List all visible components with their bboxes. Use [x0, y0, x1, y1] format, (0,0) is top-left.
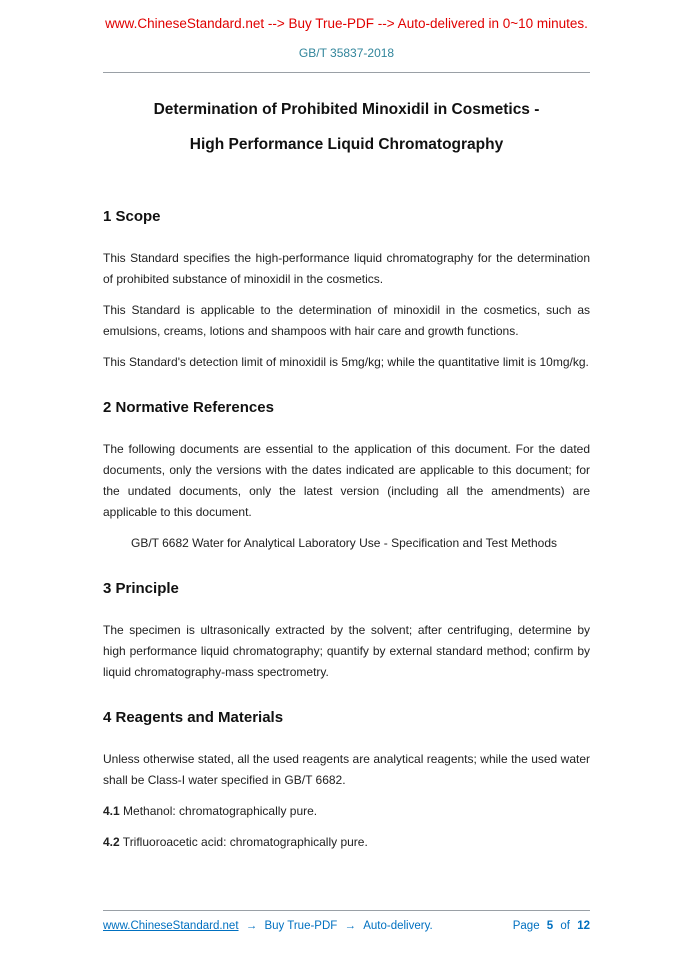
clause-4-1-text: Methanol: chromatographically pure. — [119, 804, 318, 818]
document-title-line-1: Determination of Prohibited Minoxidil in Cosmetics - — [153, 101, 540, 118]
arrow-icon: → — [344, 920, 356, 932]
section-heading-normative-references: 2 Normative References — [103, 399, 274, 416]
footer-links — [103, 920, 433, 932]
document-title-line-2: High Performance Liquid Chromatography — [189, 136, 504, 153]
standard-code: GB/T 35837-2018 — [298, 46, 395, 60]
normative-reference-entry: GB/T 6682 Water for Analytical Laboratory Use - Specification and Test Methods — [131, 536, 557, 550]
clause-4-2-number: 4.2 — [103, 835, 120, 849]
document-body — [103, 72, 590, 853]
reagents-paragraph-1: Unless otherwise stated, all the used reagents are analytical reagents; while the used water shall be Class-I water specified in GB/T 6682. — [103, 752, 590, 787]
normative-paragraph-1: The following documents are essential to the application of this document. For the dated documents, only the versions with the dates indicated are applicable to this document; for the undated documents, only the latest version (including all the amendments) are applicable to this document. — [103, 442, 590, 519]
clause-4-2-text: Trifluoroacetic acid: chromatographically pure. — [119, 835, 368, 849]
section-heading-scope: 1 Scope — [103, 208, 161, 225]
section-heading-reagents: 4 Reagents and Materials — [103, 709, 284, 726]
footer-site-link[interactable]: www.ChineseStandard.net — [103, 920, 239, 932]
page-label: Page — [512, 920, 540, 932]
header-divider — [103, 72, 590, 73]
clause-4-2 — [103, 832, 590, 853]
footer-buy-text: Buy True-PDF — [264, 920, 338, 932]
of-label: of — [560, 920, 570, 932]
page-indicator — [509, 920, 590, 932]
scope-paragraph-2: This Standard is applicable to the determination of minoxidil in the cosmetics, such as emulsions, creams, lotions and shampoos with hair care and growth functions. — [103, 303, 590, 338]
page-current-number: 5 — [546, 920, 554, 932]
footer-delivery-text: Auto-delivery. — [363, 920, 433, 932]
clause-4-1-number: 4.1 — [103, 804, 120, 818]
scope-paragraph-3: This Standard's detection limit of minoxidil is 5mg/kg; while the quantitative limit is 10mg/kg. — [103, 355, 589, 369]
section-heading-principle: 3 Principle — [103, 580, 179, 597]
scope-paragraph-1: This Standard specifies the high-performance liquid chromatography for the determination of prohibited substance of minoxidil in the cosmetics. — [103, 251, 590, 286]
clause-4-1 — [103, 801, 590, 822]
principle-paragraph-1: The specimen is ultrasonically extracted by the solvent; after centrifuging, determine by high performance liquid chromatography; quantify by external standard method; confirm by liquid chromatography-mass spectrometry. — [103, 623, 590, 679]
promo-banner: www.ChineseStandard.net --> Buy True-PDF --> Auto-delivered in 0~10 minutes. — [105, 16, 588, 31]
page-footer — [103, 910, 590, 932]
arrow-icon: → — [245, 920, 258, 932]
page-total-number: 12 — [577, 920, 590, 932]
